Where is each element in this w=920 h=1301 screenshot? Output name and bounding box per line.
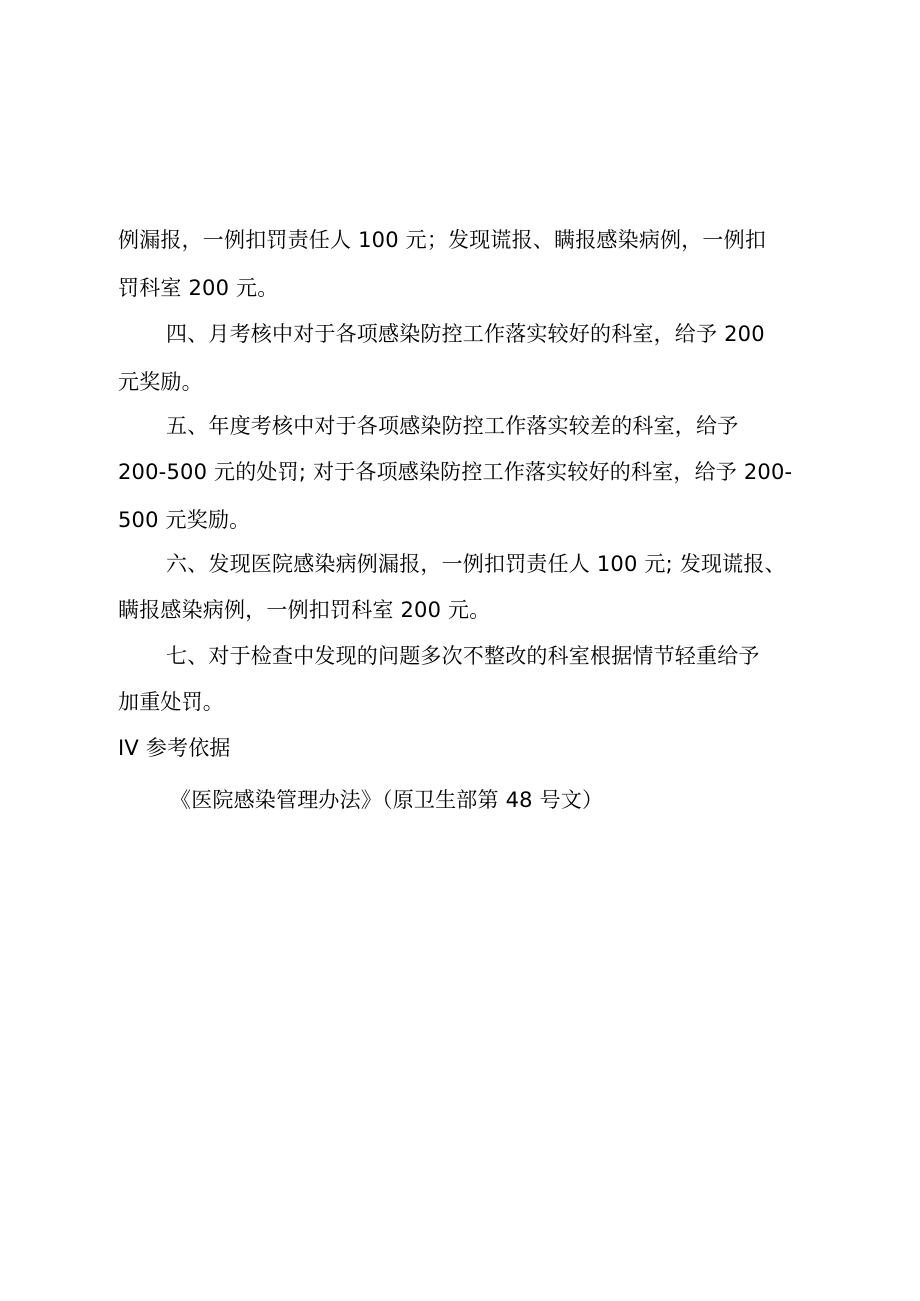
item-five-line-1: 五、年度考核中对于各项感染防控工作落实较差的科室，给予	[166, 414, 739, 438]
paragraph-line-2: 罚科室 200 元。	[118, 276, 279, 300]
item-five-line-2: 200-500 元的处罚; 对于各项感染防控工作落实较好的科室，给予 200-	[118, 460, 793, 484]
item-six-line-1: 六、发现医院感染病例漏报，一例扣罚责任人 100 元; 发现谎报、	[166, 552, 786, 576]
item-four-line-1: 四、月考核中对于各项感染防控工作落实较好的科室，给予 200	[166, 322, 765, 346]
item-seven-line-2: 加重处罚。	[118, 690, 224, 714]
item-six-line-2: 瞒报感染病例，一例扣罚科室 200 元。	[118, 598, 491, 622]
reference-item: 《医院感染管理办法》（原卫生部第 48 号文）	[170, 788, 604, 812]
item-five-line-3: 500 元奖励。	[118, 508, 251, 532]
item-seven-line-1: 七、对于检查中发现的问题多次不整改的科室根据情节轻重给予	[166, 644, 760, 668]
item-four-line-2: 元奖励。	[118, 370, 203, 394]
section-heading-references: IV 参考依据	[118, 736, 231, 760]
paragraph-line-1: 例漏报，一例扣罚责任人 100 元；发现谎报、瞒报感染病例，一例扣	[118, 228, 767, 252]
